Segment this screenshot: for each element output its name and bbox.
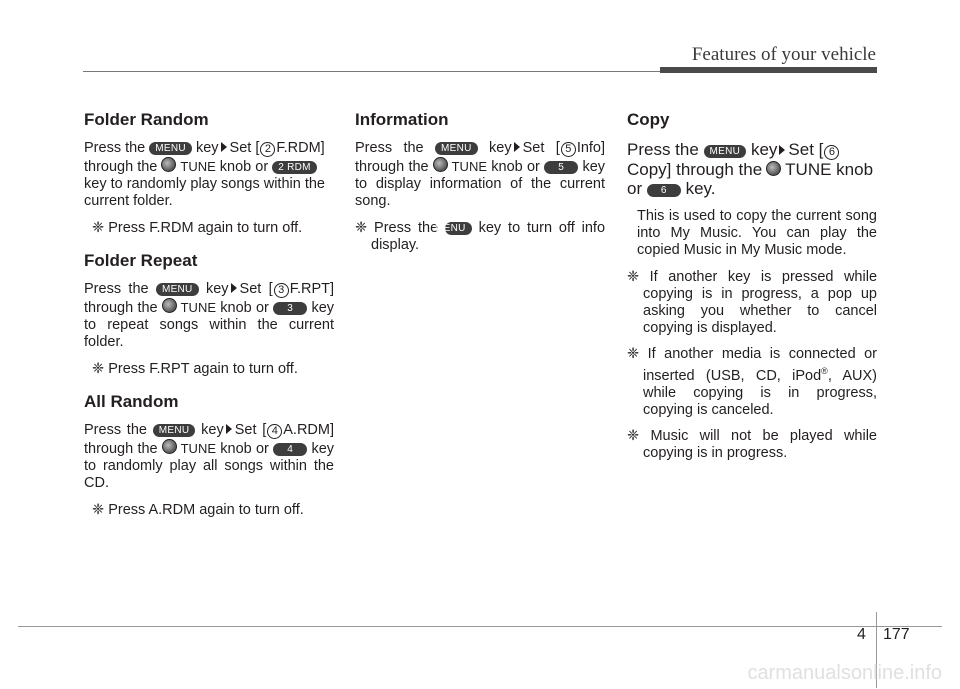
page-number: 177: [883, 626, 910, 643]
arrow-right-icon: [514, 142, 520, 152]
key-5-icon: 5: [544, 161, 578, 174]
folder-random-note: ❈ Press F.RDM again to turn off.: [92, 220, 303, 236]
rdm-2-key-icon: 2 RDM: [272, 161, 317, 174]
circled-5-icon: 5: [561, 142, 576, 157]
circled-3-icon: 3: [274, 283, 289, 298]
all-random-note: ❈ Press A.RDM again to turn off.: [92, 502, 304, 518]
column-left: [84, 110, 334, 528]
menu-key-icon: MENU: [153, 424, 196, 437]
heading-folder-repeat: Folder Repeat: [84, 251, 198, 270]
information-note: ❈ Press the MENU key to turn off info display.: [355, 220, 606, 253]
header-bar: [660, 67, 877, 73]
tune-knob-icon: [433, 157, 448, 172]
copy-note-1: ❈ If another key is pressed while copying is in progress, a pop up asking you whether to cancel copying is displayed.: [627, 269, 878, 336]
column-right: [627, 110, 877, 471]
menu-key-icon: MENU: [445, 222, 472, 235]
section-title: Features of your vehicle: [691, 44, 876, 65]
folder-repeat-note: ❈ Press F.RPT again to turn off.: [92, 361, 298, 377]
circled-6-icon: 6: [824, 145, 839, 160]
heading-folder-random: Folder Random: [84, 110, 209, 129]
menu-key-icon: MENU: [435, 142, 478, 155]
copy-description: This is used to copy the current song into My Music. You can play the copied Music in My Music mode.: [637, 208, 877, 258]
key-3-icon: 3: [273, 302, 307, 315]
tune-knob-icon: [766, 161, 781, 176]
copy-instruction: Press the MENU key Set [ 6 Copy] through the TUNE knob or 6 key.: [627, 140, 874, 198]
arrow-right-icon: [231, 283, 237, 293]
arrow-right-icon: [779, 145, 785, 155]
circled-4-icon: 4: [267, 424, 282, 439]
folder-random-instruction: Press the MENU key Set [ 2 F.RDM] through the TUNE knob or 2 RDM key to randomly play songs within the current folder.: [84, 140, 325, 209]
tune-knob-icon: [161, 157, 176, 172]
watermark: carmanualsonline.info: [747, 662, 942, 684]
arrow-right-icon: [221, 142, 227, 152]
header-rule: [83, 71, 660, 72]
arrow-right-icon: [226, 424, 232, 434]
footer-rule: [18, 626, 942, 627]
folder-repeat-instruction: Press the MENU key Set [ 3 F.RPT] through the TUNE knob or 3 key to repeat songs within the current folder.: [84, 281, 335, 350]
column-middle: [355, 110, 605, 263]
chapter-number: 4: [857, 626, 866, 643]
key-6-icon: 6: [647, 184, 681, 197]
heading-information: Information: [355, 110, 449, 129]
all-random-instruction: Press the MENU key Set [ 4 A.RDM] through the TUNE knob or 4 key to randomly play all songs within the CD.: [84, 422, 335, 491]
heading-copy: Copy: [627, 110, 670, 129]
key-4-icon: 4: [273, 443, 307, 456]
tune-knob-icon: [162, 298, 177, 313]
circled-2-icon: 2: [260, 142, 275, 157]
information-instruction: Press the MENU key Set [ 5 Info] through the TUNE knob or 5 key to display information of the current song.: [355, 140, 606, 209]
tune-knob-icon: [162, 439, 177, 454]
copy-note-2: ❈ If another media is connected or inserted (USB, CD, iPod®, AUX) while copying is in progress, copying is canceled.: [627, 346, 878, 418]
menu-key-icon: MENU: [704, 145, 747, 158]
copy-note-3: ❈ Music will not be played while copying is in progress.: [627, 427, 877, 461]
menu-key-icon: MENU: [156, 283, 199, 296]
menu-key-icon: MENU: [149, 142, 192, 155]
heading-all-random: All Random: [84, 392, 179, 411]
